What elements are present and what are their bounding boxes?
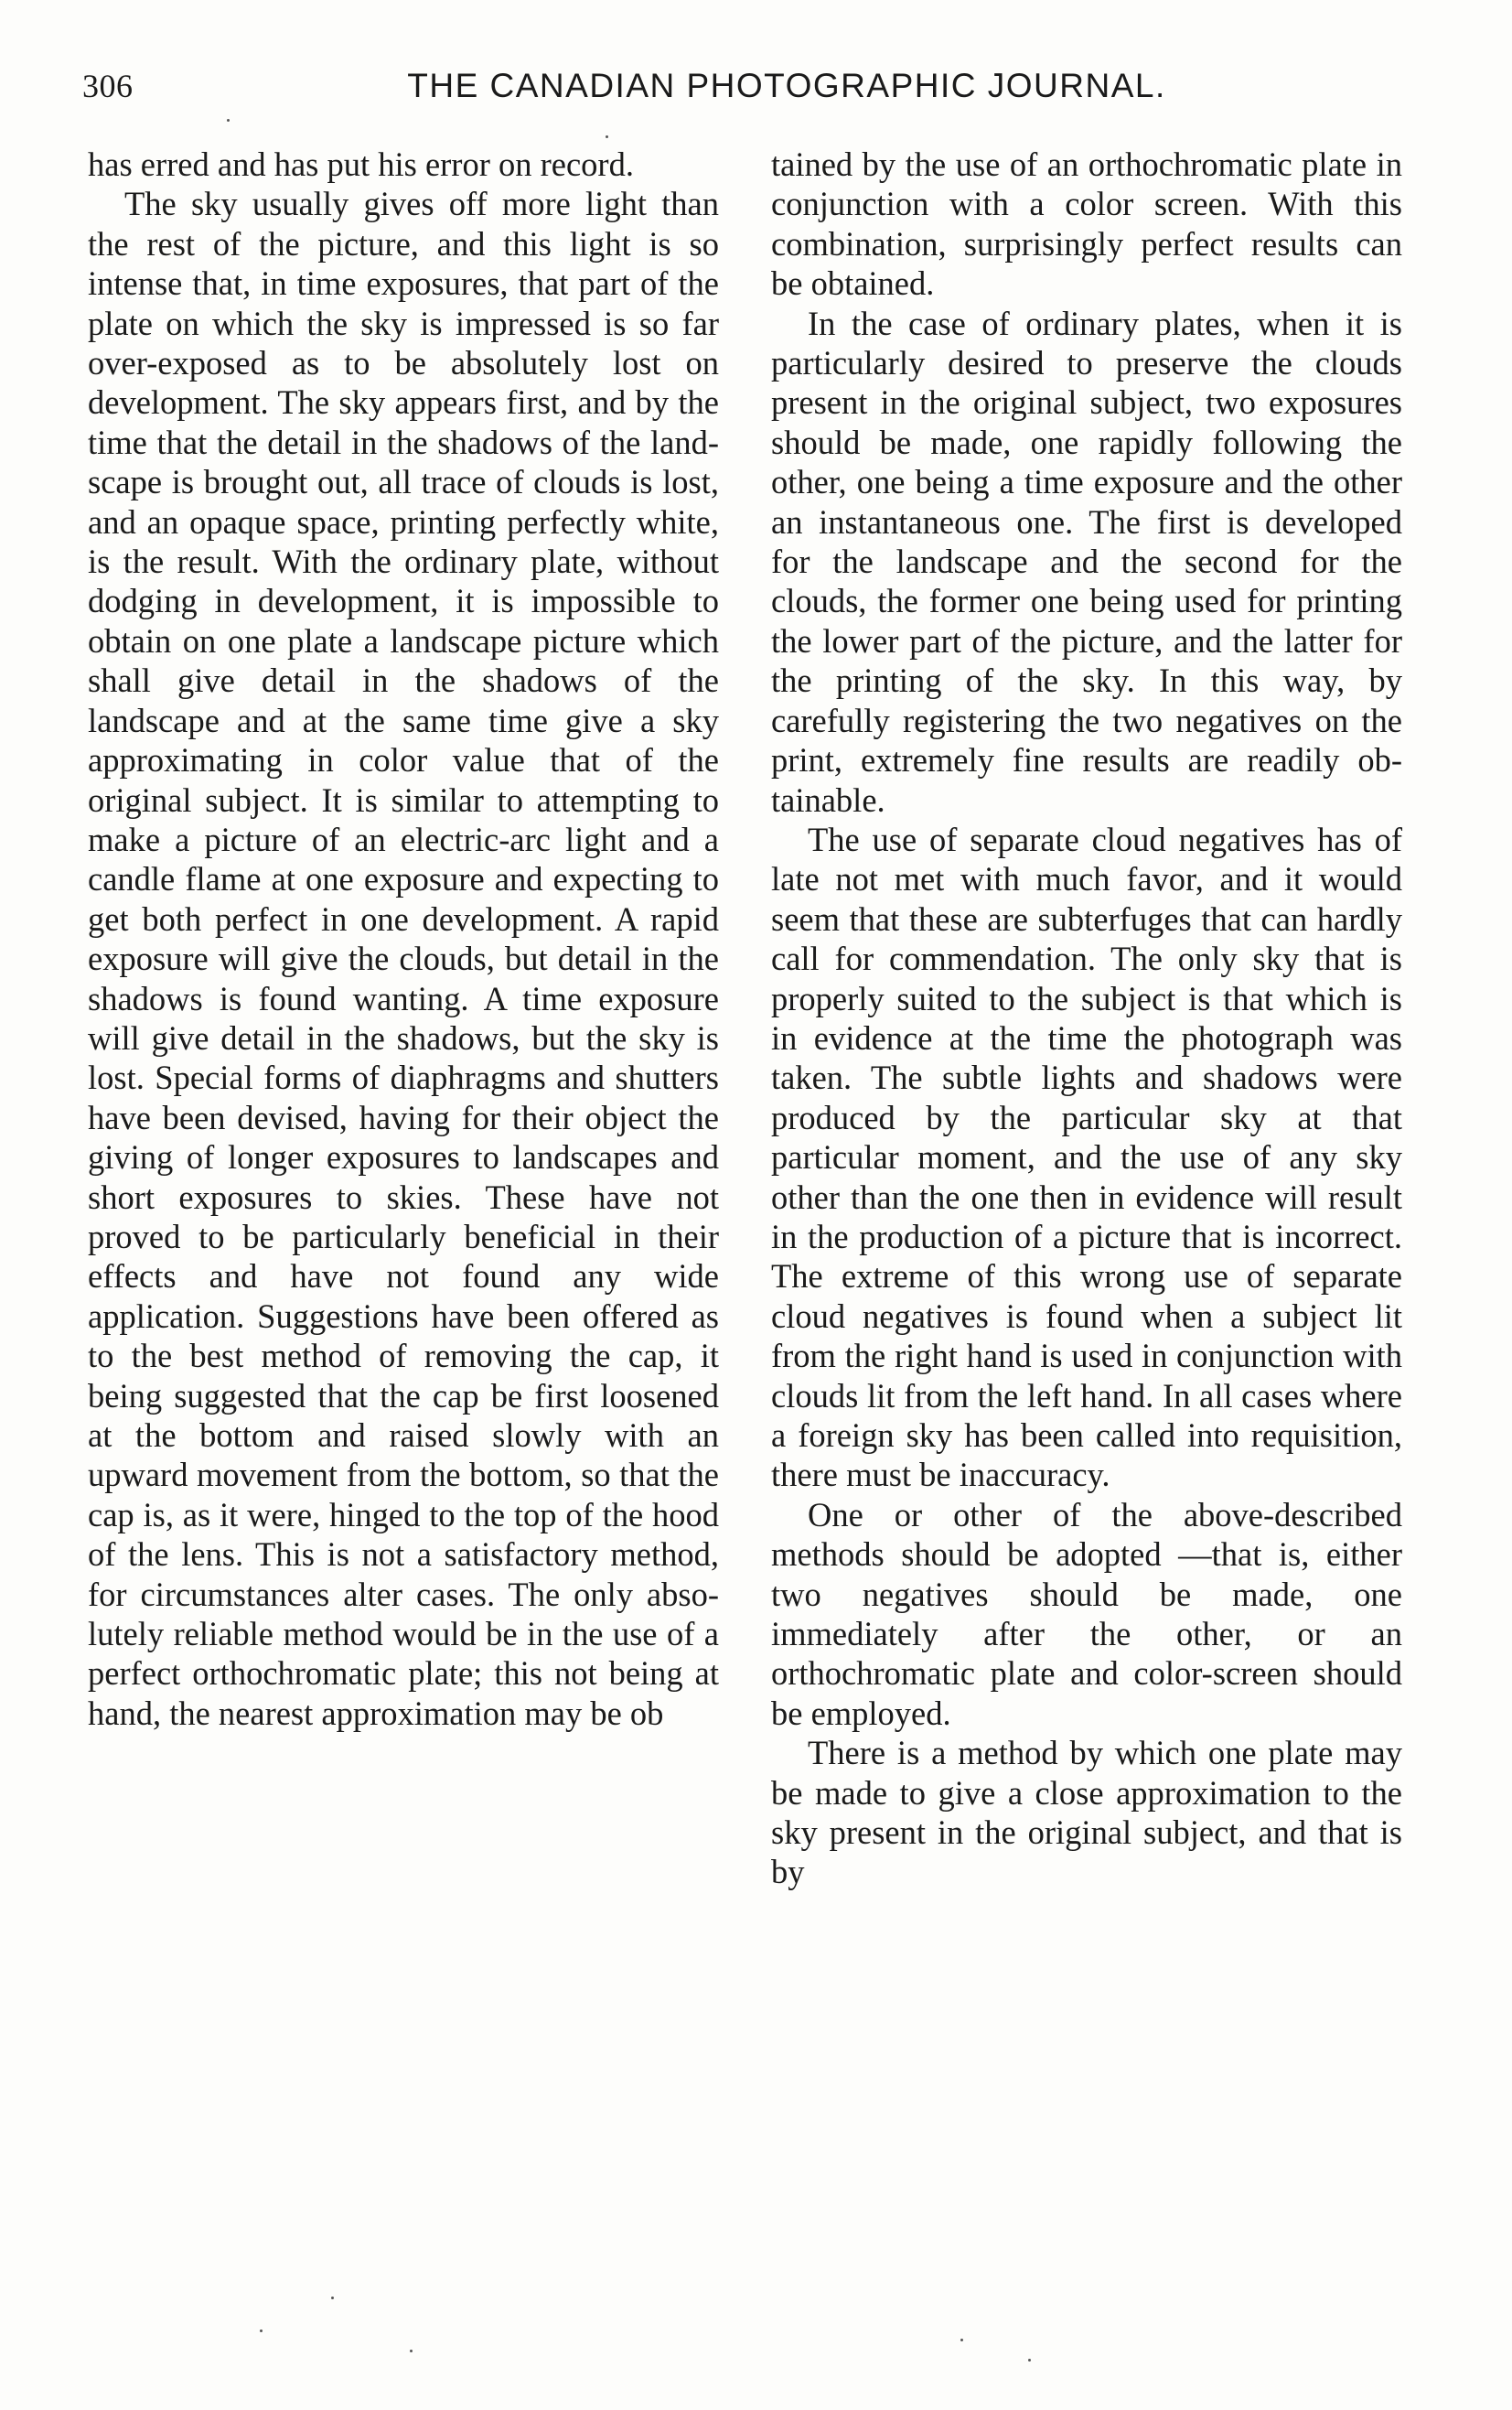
paragraph: One or other of the above-described methods should be adopted —that is, either two negatives should be made, one immediately after the other, or an orthochromatic plate and color-screen should be employed.: [771, 1495, 1402, 1732]
paragraph: has erred and has put his error on record.: [88, 145, 634, 183]
page-number: 306: [82, 68, 134, 104]
paragraph: The sky usually gives off more light than the rest of the picture, and this light is so intense that, in time exposures, that part of the plate on which the sky is impressed is so far over-exposed as to be absolutely lost on development. The sky appears first, and by the time that the detail in the shadows of the landscape is brought out, all trace of clouds is lost, and an opaque space, printing perfectly white, is the result. With the ordinary plate, without dodging in development, it is impossible to obtain on one plate a landscape picture which shall give detail in the shadows of the landscape and at the same time give a sky approximating in color value that of the original subject. It is similar to attempting to make a picture of an electric-arc light and a candle flame at one exposure and expecting to get both perfect in one development. A rapid exposure will give the clouds, but detail in the shadows is found wanting. A time exposure will give detail in the shadows, but the sky is lost. Special forms of diaphragms and shutters have been devised, having for their object the giving of longer exposures to landscapes and short exposures to skies. These have not proved to be particularly beneficial in their effects and have not found any wide application. Suggestions have been offered as to the best method of removing the cap, it being suggested that the cap be first loosened at the bottom and raised slowly with an upward movement from the bottom, so that the cap is, as it were, hinged to the top of the hood of the lens. This is not a satisfactory method, for circumstances alter cases. The only absolutely reliable method would be in the use of a perfect orthochromatic plate; this not being at hand, the nearest approximation may be ob: [88, 185, 719, 1732]
speck: [1028, 2359, 1031, 2362]
speck: [331, 2297, 334, 2299]
running-header: [82, 66, 1418, 124]
paragraph: tained by the use of an orthochromatic plate in conjunction with a color screen. With this combination, surprisingly perfect results can be obtained.: [771, 145, 1402, 303]
speck: [606, 135, 608, 138]
journal-title: THE CANADIAN PHOTOGRAPHIC JOURNAL.: [407, 67, 1166, 104]
paragraph: There is a method by which one plate may be made to give a close approximation to the sky present in the original subject, and that is by: [771, 1734, 1402, 1891]
speck: [960, 2339, 963, 2341]
speck: [410, 2350, 413, 2352]
left-column: [88, 145, 719, 1733]
paragraph: In the case of ordinary plates, when it is particularly desired to preserve the clouds present in the original subject, two exposures should be made, one rapidly following the other, one being a time exposure and the other an instantaneous one. The first is developed for the landscape and the second for the clouds, the former one being used for printing the lower part of the picture, and the latter for the printing of the sky. In this way, by carefully registering the two negatives on the print, extremely fine results are readily obtainable.: [771, 304, 1402, 819]
right-column: [771, 145, 1402, 1892]
paragraph: The use of separate cloud negatives has of late not met with much favor, and it would seem that these are subterfuges that can hardly call for commendation. The only sky that is properly suited to the subject is that which is in evidence at the time the photograph was taken. The subtle lights and shadows were produced by the particular sky at that particular moment, and the use of any sky other than the one then in evidence will result in the production of a picture that is incorrect. The extreme of this wrong use of separate cloud negatives is found when a subject lit from the right hand is used in conjunction with clouds lit from the left hand. In all cases where a foreign sky has been called into requisition, there must be inaccuracy.: [771, 820, 1402, 1494]
speck: [227, 119, 230, 122]
speck: [260, 2329, 263, 2332]
